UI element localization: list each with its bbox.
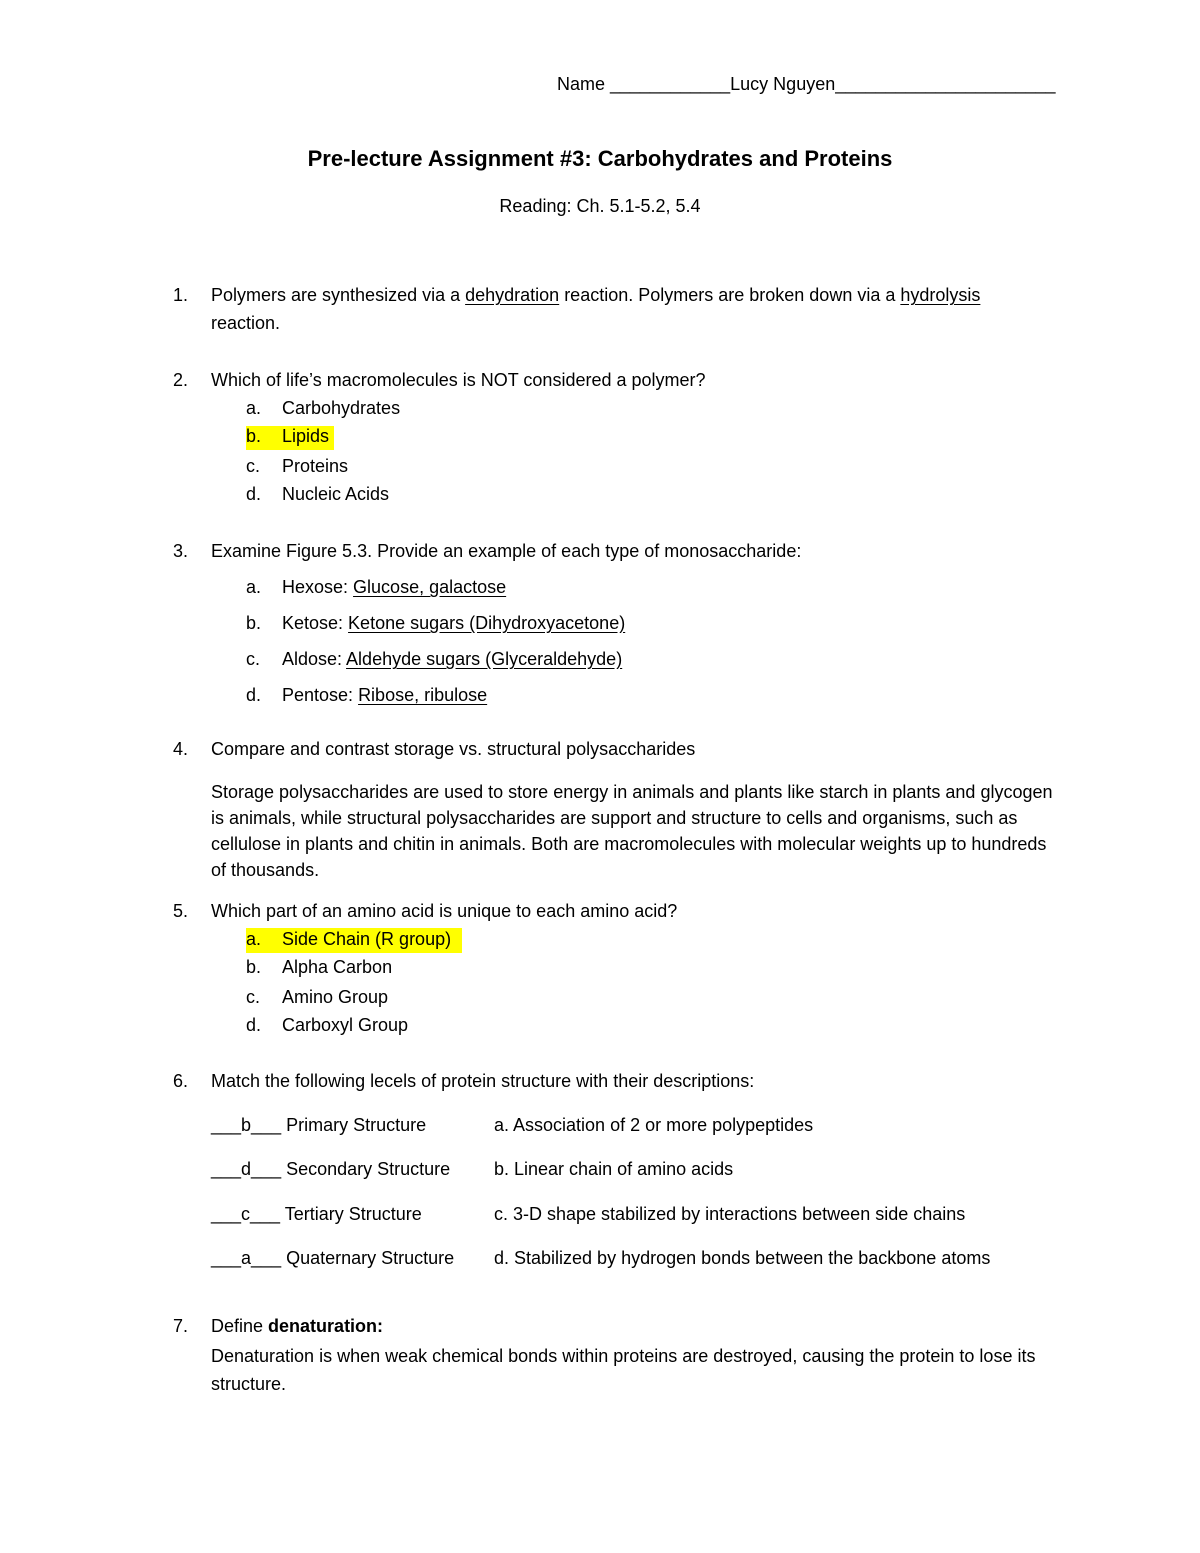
q7-prefix: Define — [211, 1316, 269, 1336]
match-term: ___c___ Tertiary Structure — [211, 1204, 422, 1224]
name-label: Name ____________ — [557, 74, 731, 94]
reading-assignment: Reading: Ch. 5.1-5.2, 5.4 — [499, 196, 701, 216]
question-number: 5. — [173, 901, 189, 921]
item-answer: Ketone sugars (Dihydroxyacetone) — [348, 613, 626, 633]
option-letter: a. — [246, 929, 262, 949]
match-description: a. Association of 2 or more polypeptides — [494, 1115, 814, 1135]
question-text — [211, 285, 980, 306]
item-label: Ketose: — [282, 613, 349, 633]
item-letter: a. — [246, 577, 262, 597]
question-number: 3. — [173, 541, 189, 561]
question-text: Compare and contrast storage vs. structural polysaccharides — [211, 739, 696, 759]
question-text-continued: reaction. — [211, 313, 281, 333]
option-letter: b. — [246, 957, 262, 977]
match-term: ___a___ Quaternary Structure — [211, 1248, 455, 1268]
answer-paragraph: Storage polysaccharides are used to store energy in animals and plants like starch in plants and glycogen is animals, while structural polysaccharides are support and structure to cells and organisms, such as cellulose in plants and chitin in animals. Both are macromolecules with molecular weights up to hundreds of thousands. — [211, 782, 1053, 880]
option-text: Proteins — [282, 456, 349, 476]
question-number: 1. — [173, 285, 189, 305]
option-letter: c. — [246, 456, 261, 476]
question-number: 6. — [173, 1071, 189, 1091]
match-description: c. 3-D shape stabilized by interactions between side chains — [494, 1204, 966, 1224]
option-text: Carbohydrates — [282, 398, 401, 418]
item-letter: d. — [246, 685, 262, 705]
q1-answer-hydrolysis: hydrolysis — [900, 285, 981, 305]
match-description: b. Linear chain of amino acids — [494, 1159, 734, 1179]
item-label: Pentose: — [282, 685, 359, 705]
question-text: Which part of an amino acid is unique to each amino acid? — [211, 901, 678, 921]
question-number: 7. — [173, 1316, 189, 1336]
q7-term: denaturation: — [268, 1316, 384, 1336]
item-letter: c. — [246, 649, 261, 669]
option-letter: a. — [246, 398, 262, 418]
question-text: Examine Figure 5.3. Provide an example of each type of monosaccharide: — [211, 541, 802, 561]
match-term: ___b___ Primary Structure — [211, 1115, 427, 1135]
match-term: ___d___ Secondary Structure — [211, 1159, 451, 1179]
item-answer: Aldehyde sugars (Glyceraldehyde) — [346, 649, 623, 669]
item-text — [282, 685, 487, 706]
page-title: Pre-lecture Assignment #3: Carbohydrates and Proteins — [307, 146, 893, 171]
q1-text-part2: reaction. Polymers are broken down via a — [559, 285, 901, 305]
option-text: Lipids — [282, 426, 330, 446]
option-text: Alpha Carbon — [282, 957, 393, 977]
option-text: Nucleic Acids — [282, 484, 390, 504]
option-letter: d. — [246, 484, 262, 504]
q1-answer-dehydration: dehydration — [465, 285, 560, 305]
item-letter: b. — [246, 613, 262, 633]
option-text: Amino Group — [282, 987, 389, 1007]
item-text — [282, 649, 622, 670]
item-text — [282, 577, 506, 598]
item-label: Hexose: — [282, 577, 354, 597]
match-description: d. Stabilized by hydrogen bonds between the backbone atoms — [494, 1248, 991, 1268]
question-text: Match the following lecels of protein structure with their descriptions: — [211, 1071, 755, 1091]
option-letter: d. — [246, 1015, 262, 1035]
question-text: Which of life’s macromolecules is NOT considered a polymer? — [211, 370, 706, 390]
item-answer: Glucose, galactose — [353, 577, 507, 597]
question-number: 2. — [173, 370, 189, 390]
answer-paragraph: Denaturation is when weak chemical bonds within proteins are destroyed, causing the protein to lose its structure. — [211, 1346, 1036, 1394]
question-number: 4. — [173, 739, 189, 759]
option-letter: b. — [246, 426, 262, 446]
item-answer: Ribose, ribulose — [358, 685, 488, 705]
item-text — [282, 613, 625, 634]
name-trail: ______________________ — [835, 74, 1056, 94]
option-letter: c. — [246, 987, 261, 1007]
item-label: Aldose: — [282, 649, 347, 669]
q1-text-part1: Polymers are synthesized via a — [211, 285, 466, 305]
option-text: Carboxyl Group — [282, 1015, 409, 1035]
question-text — [211, 1316, 383, 1337]
option-text: Side Chain (R group) — [282, 929, 452, 949]
name-line — [557, 74, 1055, 95]
name-value: Lucy Nguyen — [730, 74, 836, 94]
